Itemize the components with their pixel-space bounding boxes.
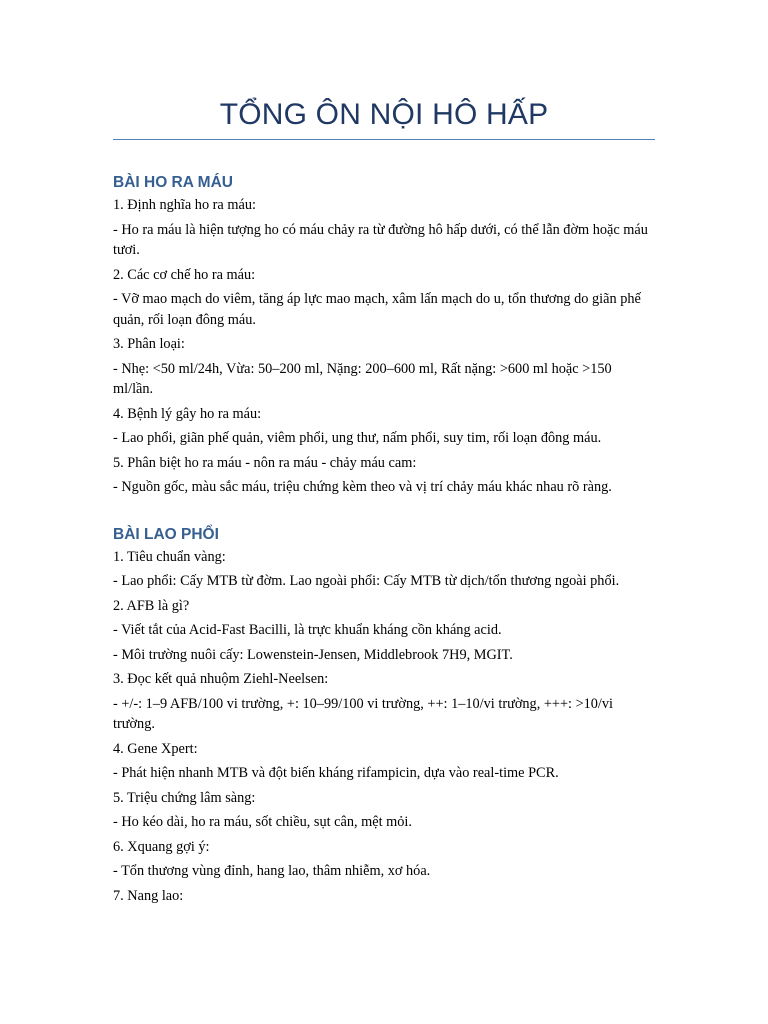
text-line: - Lao phổi, giãn phế quản, viêm phổi, ung thư, nấm phổi, suy tim, rối loạn đông máu. (113, 430, 602, 446)
text-line: 1. Tiêu chuẩn vàng: (113, 548, 226, 565)
text-line: 4. Gene Xpert: (113, 740, 198, 757)
text-line: - Tổn thương vùng đỉnh, hang lao, thâm nhiễm, xơ hóa. (113, 863, 431, 879)
text-line: - +/-: 1–9 AFB/100 vi trường, +: 10–99/100 vi trường, ++: 1–10/vi trường, +++: >10/vi trường. (113, 695, 614, 732)
section-heading: BÀI LAO PHỔI (113, 525, 219, 543)
text-line: - Môi trường nuôi cấy: Lowenstein-Jensen, Middlebrook 7H9, MGIT. (113, 646, 513, 663)
text-line: 2. AFB là gì? (113, 597, 190, 614)
section-ho-ra-mau (113, 171, 655, 498)
text-line: - Vỡ mao mạch do viêm, tăng áp lực mao mạch, xâm lấn mạch do u, tổn thương do giãn phế quản, rối loạn đông máu. (113, 291, 641, 328)
text-line: - Ho kéo dài, ho ra máu, sốt chiều, sụt cân, mệt mỏi. (113, 814, 412, 830)
text-line: 3. Phân loại: (113, 336, 185, 352)
text-line: 3. Đọc kết quả nhuộm Ziehl-Neelsen: (113, 671, 329, 687)
text-line: - Nhẹ: <50 ml/24h, Vừa: 50–200 ml, Nặng: 200–600 ml, Rất nặng: >600 ml hoặc >150 ml/lần. (113, 360, 612, 397)
text-line: 1. Định nghĩa ho ra máu: (113, 197, 256, 213)
section-heading: BÀI HO RA MÁU (113, 174, 233, 191)
text-line: - Nguồn gốc, màu sắc máu, triệu chứng kèm theo và vị trí chảy máu khác nhau rõ ràng. (113, 479, 612, 495)
text-line: 5. Phân biệt ho ra máu - nôn ra máu - chảy máu cam: (113, 454, 417, 471)
text-line: - Viết tắt của Acid-Fast Bacilli, là trực khuẩn kháng cồn kháng acid. (113, 622, 502, 638)
document-page (113, 0, 655, 910)
text-line: 2. Các cơ chế ho ra máu: (113, 266, 256, 283)
document-title: TỔNG ÔN NỘI HÔ HẤP (219, 98, 549, 131)
text-line: - Ho ra máu là hiện tượng ho có máu chảy ra từ đường hô hấp dưới, có thể lẫn đờm hoặc máu tươi. (113, 221, 648, 258)
text-line: 6. Xquang gợi ý: (113, 838, 210, 855)
text-line: 4. Bệnh lý gây ho ra máu: (113, 405, 262, 422)
title-divider (113, 139, 655, 140)
text-line: - Phát hiện nhanh MTB và đột biến kháng rifampicin, dựa vào real-time PCR. (113, 765, 559, 781)
section-lao-phoi (113, 523, 655, 907)
text-line: - Lao phổi: Cấy MTB từ đờm. Lao ngoài phổi: Cấy MTB từ dịch/tổn thương ngoài phổi. (113, 573, 620, 589)
text-line: 5. Triệu chứng lâm sàng: (113, 789, 256, 806)
text-line: 7. Nang lao: (113, 887, 184, 904)
